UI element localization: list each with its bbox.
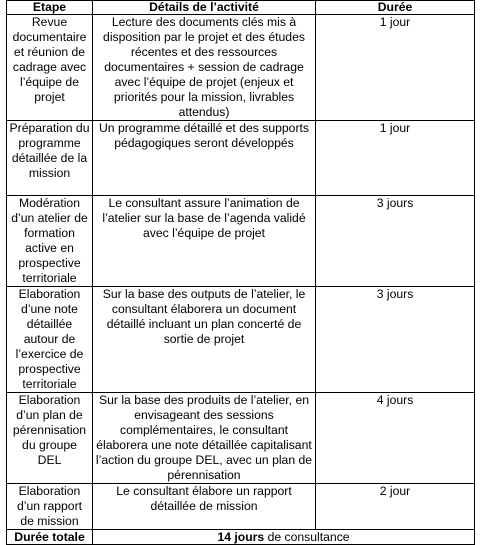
cell-etape: Elaboration d’un rapport de mission <box>7 484 93 530</box>
cell-duree: 4 jours <box>316 393 475 484</box>
header-duree: Durée <box>316 1 475 15</box>
activity-table <box>6 0 475 545</box>
header-details: Détails de l’activité <box>93 1 316 15</box>
table-row <box>7 15 475 121</box>
cell-etape: Elaboration d’un plan de pérennisation du groupe DEL <box>7 393 93 484</box>
table-row <box>7 121 475 196</box>
table-row <box>7 393 475 484</box>
table-row <box>7 484 475 530</box>
total-value <box>93 530 475 545</box>
cell-etape: Revue documentaire et réunion de cadrage avec l’équipe de projet <box>7 15 93 121</box>
table-row <box>7 196 475 287</box>
total-suffix: de consultance <box>264 530 350 544</box>
cell-details: Sur la base des produits de l’atelier, en envisageant des sessions complémentaires, le consultant élaborera une note détaillée capitalisant l’action du groupe DEL, avec un plan de pérennisation <box>93 393 316 484</box>
total-label: Durée totale <box>7 530 93 545</box>
cell-etape: Modération d’un atelier de formation active en prospective territoriale <box>7 196 93 287</box>
header-etape: Etape <box>7 1 93 15</box>
cell-duree: 2 jour <box>316 484 475 530</box>
cell-details: Un programme détaillé et des supports pédagogiques seront développés <box>93 121 316 196</box>
cell-etape: Elaboration d’une note détaillée autour de l’exercice de prospective territoriale <box>7 287 93 393</box>
cell-duree: 3 jours <box>316 287 475 393</box>
cell-details: Sur la base des outputs de l’atelier, le consultant élaborera un document détaillé incluant un plan concerté de sortie de projet <box>93 287 316 393</box>
cell-duree: 1 jour <box>316 15 475 121</box>
cell-details: Le consultant élabore un rapport détaillée de mission <box>93 484 316 530</box>
cell-duree: 3 jours <box>316 196 475 287</box>
table-row <box>7 287 475 393</box>
cell-duree: 1 jour <box>316 121 475 196</box>
header-row <box>7 1 475 15</box>
total-row <box>7 530 475 545</box>
cell-etape: Préparation du programme détaillée de la mission <box>7 121 93 196</box>
total-days: 14 jours <box>217 530 265 544</box>
cell-details: Lecture des documents clés mis à disposition par le projet et des études récentes et des ressources documentaires + session de cadrage avec l’équipe de projet (enjeux et priorités pour la mission, livrables attendus) <box>93 15 316 121</box>
cell-details: Le consultant assure l’animation de l’atelier sur la base de l’agenda validé avec l’équipe de projet <box>93 196 316 287</box>
